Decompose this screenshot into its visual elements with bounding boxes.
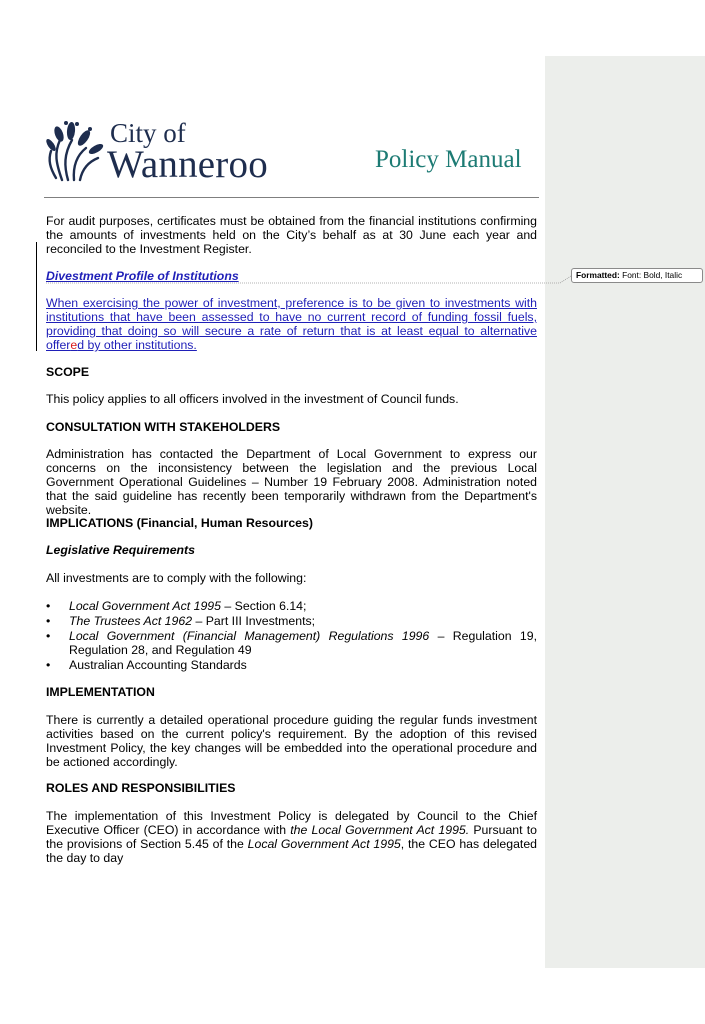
paragraph-divestment [46,296,537,352]
heading-scope: SCOPE [46,365,90,379]
deleted-character: e [70,338,78,352]
comment-label: Formatted: [576,270,620,280]
comment-text: Font: Bold, Italic [622,270,683,280]
document-page: Formatted: Font: Bold, Italic City of Wanneroo Policy Manual For audit purposes, certificates must be obtained from the financial institutions confirming the amounts of investments held on the City’s behalf as at 30 June each year and reconciled to the Investment Register. Divestment Profile of Institutions When exercising the power of investment, preference is to be given to investments with institutions that have been assessed to have no current record of funding fossil fuels, providing that doing so will secure a rate of return that is at least equal to alternative offered by other institutions. SCOPE This policy applies to all officers involved in the investment of Council funds. CONSULTATION WITH STAKEHOLDERS Administration has contacted the Department of Local Government to express our concerns on the inconsistency between the legislation and the previous Local Government Operational Guidelines – Number 19 February 2008. Administration noted that the said guideline has recently been temporarily withdrawn from the Department's website. IMPLICATIONS (Financial, Human Resources) Legislative Requirements All investments are to comply with the following: • Local Government Act 1995 – Section 6.14; • The Trustees Act 1962 – Part III Investments; • Local Government (Financial Management) Regulations 1996 – Regulation 19, Regulation 28, and Regulation 49 • Australian Accounting Standards IMPLEMENTATION There is currently a detailed operational procedure guiding the regular funds investment activities based on the current policy's requirement. By the adoption of this revised Investment Policy, the key changes will be embedded into the operational procedure and be actioned accordingly. ROLES AND RESPONSIBILITIES The implementation of this Investment Policy is delegated by Council to the Chief Executive Officer (CEO) in accordance with the Local Government Act 1995. Pursuant to the provisions of Section 5.45 of the Local Government Act 1995, the CEO has delegated the day to day [0,0,705,1024]
logo-text-city-of: City of [110,118,186,148]
header-divider [44,197,539,198]
policy-manual-title: Policy Manual [375,146,522,173]
divestment-text-a: When exercising the power of investment, preference is to be given to investments with institutions that have been assessed to have no current record of funding fossil fuels, providing that doing so will secure a rate of return that is at least equal to alternative offer [46,296,537,352]
kangaroo-paw-icon [46,118,106,182]
heading-roles: ROLES AND RESPONSIBILITIES [46,781,236,795]
heading-consultation: CONSULTATION WITH STAKEHOLDERS [46,420,281,434]
bullet-dot: • [46,629,51,643]
heading-implementation: IMPLEMENTATION [46,685,155,699]
paragraph-scope: This policy applies to all officers involved in the investment of Council funds. [46,392,459,406]
logo-text-wanneroo: Wanneroo [107,143,268,186]
heading-legislative: Legislative Requirements [46,543,195,557]
bullet-dot: • [46,614,51,628]
formatting-comment-balloon[interactable] [571,268,703,283]
markup-balloon-pane [545,56,705,968]
tracked-change-bar [36,242,37,351]
paragraph-roles: The implementation of this Investment Policy is delegated by Council to the Chief Executive Officer (CEO) in accordance with the Local Government Act 1995. Pursuant to the provisions of Section 5.45 of the Local Government Act 1995, the CEO has delegated the day to day [46,809,537,865]
bullet-dot: • [46,658,51,672]
paragraph-audit: For audit purposes, certificates must be obtained from the financial institutions confirming the amounts of investments held on the City’s behalf as at 30 June each year and reconciled to the Investment Register. [46,214,537,256]
heading-implications: IMPLICATIONS (Financial, Human Resources) [46,516,313,530]
paragraph-implementation: There is currently a detailed operational procedure guiding the regular funds investment activities based on the current policy's requirement. By the adoption of this revised Investment Policy, the key changes will be embedded into the operational procedure and be actioned accordingly. [46,713,537,769]
bullet-dot: • [46,599,51,613]
paragraph-comply: All investments are to comply with the following: [46,571,307,585]
heading-divestment: Divestment Profile of Institutions [46,269,239,283]
city-logo [46,118,271,188]
divestment-text-b: d by other institutions. [77,338,197,352]
paragraph-consultation: Administration has contacted the Department of Local Government to express our concerns on the inconsistency between the legislation and the previous Local Government Operational Guidelines – Number 19 February 2008. Administration noted that the said guideline has recently been temporarily withdrawn from the Department's website. [46,447,537,517]
